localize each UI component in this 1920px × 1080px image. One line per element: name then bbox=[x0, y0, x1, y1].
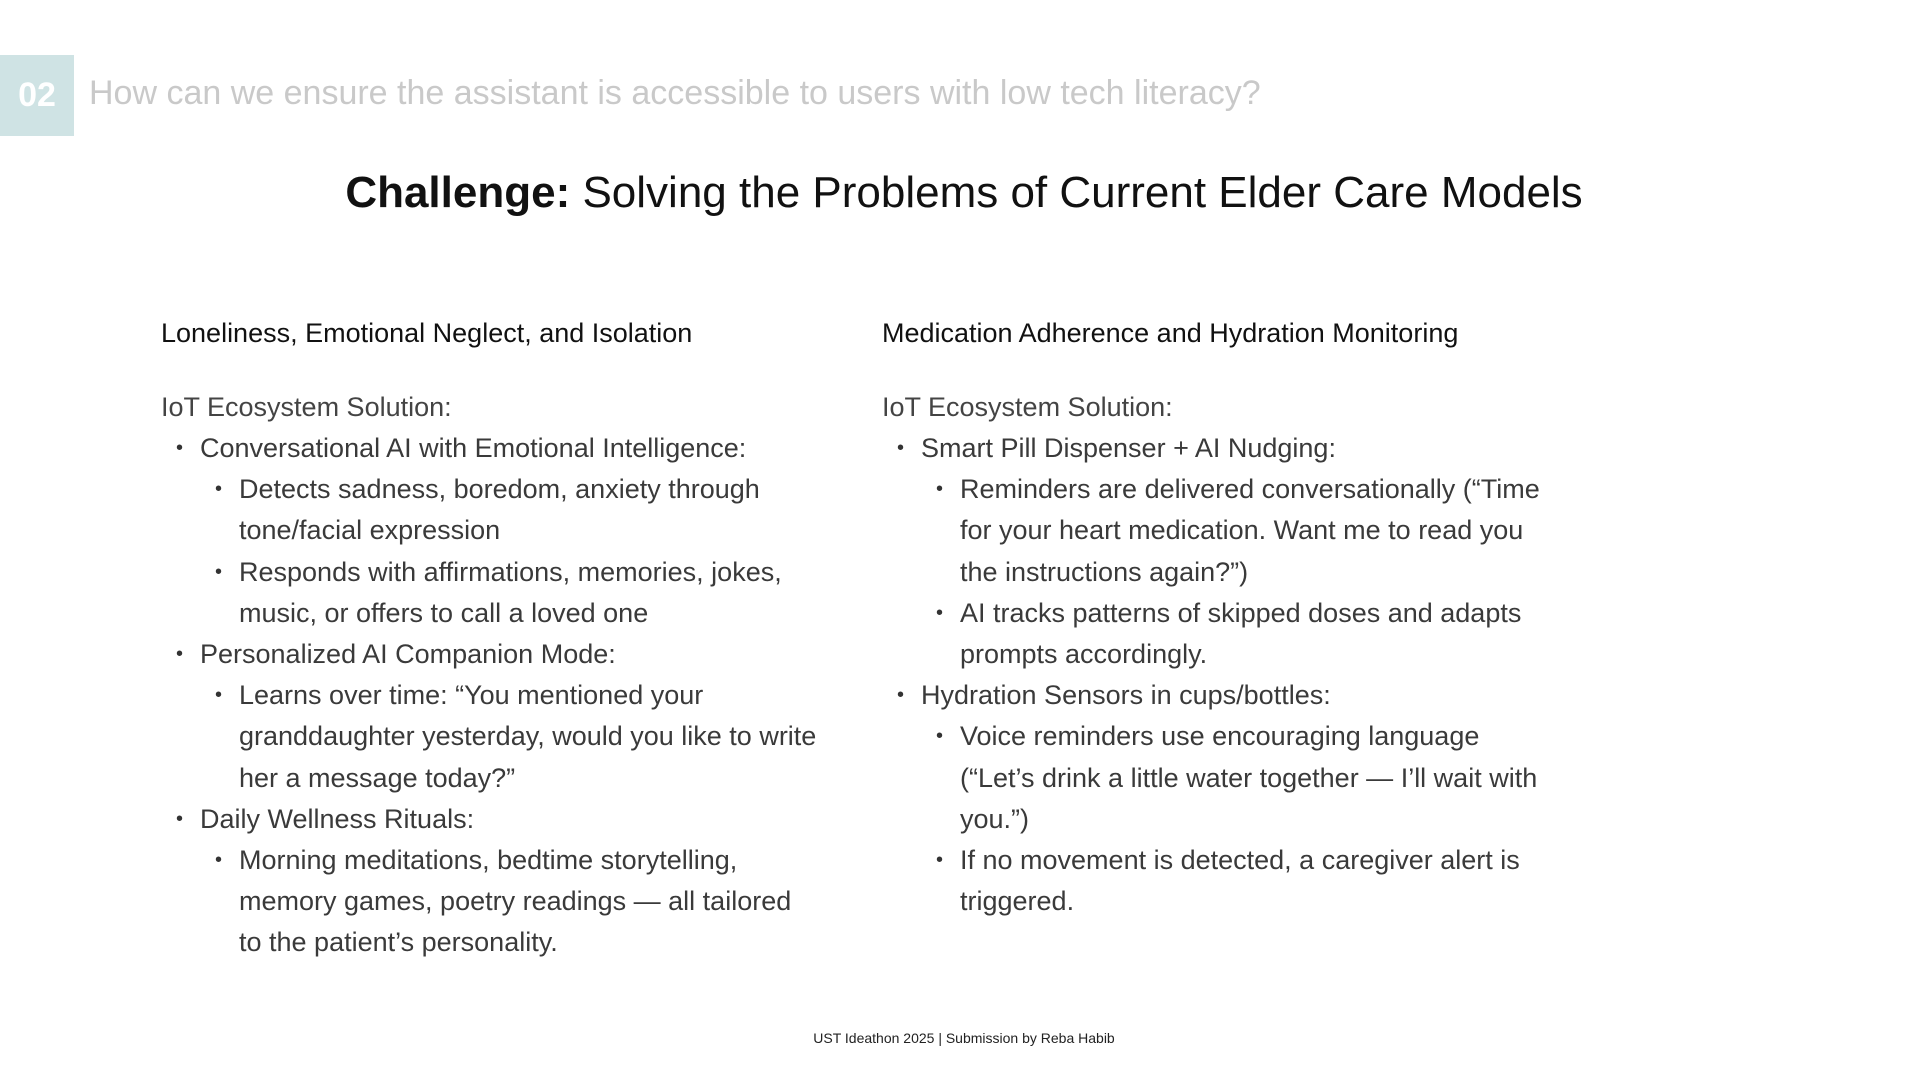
list-item-label: Hydration Sensors in cups/bottles: bbox=[921, 680, 1331, 711]
question-number-badge: 02 bbox=[0, 55, 74, 136]
list-item bbox=[161, 428, 821, 634]
right-column bbox=[882, 315, 1542, 922]
sub-bullet-list bbox=[921, 469, 1542, 675]
sub-bullet-list bbox=[200, 675, 821, 799]
right-solution-label: IoT Ecosystem Solution: bbox=[882, 392, 1173, 422]
question-text: How can we ensure the assistant is accessible to users with low tech literacy? bbox=[89, 74, 1261, 112]
list-item bbox=[882, 428, 1542, 675]
sub-list-item: • Voice reminders use encouraging language (“Let’s drink a little water together — I’ll wait with you.”) bbox=[921, 716, 1542, 840]
sub-list-item: • If no movement is detected, a caregiver alert is triggered. bbox=[921, 840, 1542, 922]
right-column-heading: Medication Adherence and Hydration Monitoring bbox=[882, 318, 1459, 348]
list-item-label: Daily Wellness Rituals: bbox=[200, 803, 475, 834]
sub-list-item: • Learns over time: “You mentioned your granddaughter yesterday, would you like to write her a message today?” bbox=[200, 675, 821, 799]
slide-title bbox=[0, 168, 1920, 218]
sub-bullet-list bbox=[200, 840, 821, 964]
right-bullet-list bbox=[882, 428, 1542, 922]
left-solution-label: IoT Ecosystem Solution: bbox=[161, 392, 452, 422]
sub-list-item: • Reminders are delivered conversationally (“Time for your heart medication. Want me to read you the instructions again?”) bbox=[921, 469, 1542, 593]
list-item bbox=[161, 799, 821, 964]
sub-list-item: • Detects sadness, boredom, anxiety through tone/facial expression bbox=[200, 469, 821, 551]
list-item bbox=[161, 634, 821, 799]
left-column-heading: Loneliness, Emotional Neglect, and Isolation bbox=[161, 318, 693, 348]
sub-list-item: • AI tracks patterns of skipped doses and adapts prompts accordingly. bbox=[921, 593, 1542, 675]
left-bullet-list bbox=[161, 428, 821, 964]
list-item bbox=[882, 675, 1542, 922]
sub-bullet-list bbox=[921, 716, 1542, 922]
sub-bullet-list bbox=[200, 469, 821, 634]
sub-list-item: • Responds with affirmations, memories, jokes, music, or offers to call a loved one bbox=[200, 552, 821, 634]
list-item-label: Conversational AI with Emotional Intelligence: bbox=[200, 433, 747, 463]
list-item-label: Personalized AI Companion Mode: bbox=[200, 639, 616, 670]
footer-text: UST Ideathon 2025 | Submission by Reba Habib bbox=[813, 1030, 1115, 1046]
list-item-label: Smart Pill Dispenser + AI Nudging: bbox=[921, 433, 1336, 463]
title-rest: Solving the Problems of Current Elder Care Models bbox=[570, 168, 1583, 217]
sub-list-item: • Morning meditations, bedtime storytelling, memory games, poetry readings — all tailored to the patient’s personality. bbox=[200, 840, 821, 964]
title-bold: Challenge: bbox=[345, 168, 571, 217]
left-column bbox=[161, 315, 821, 964]
